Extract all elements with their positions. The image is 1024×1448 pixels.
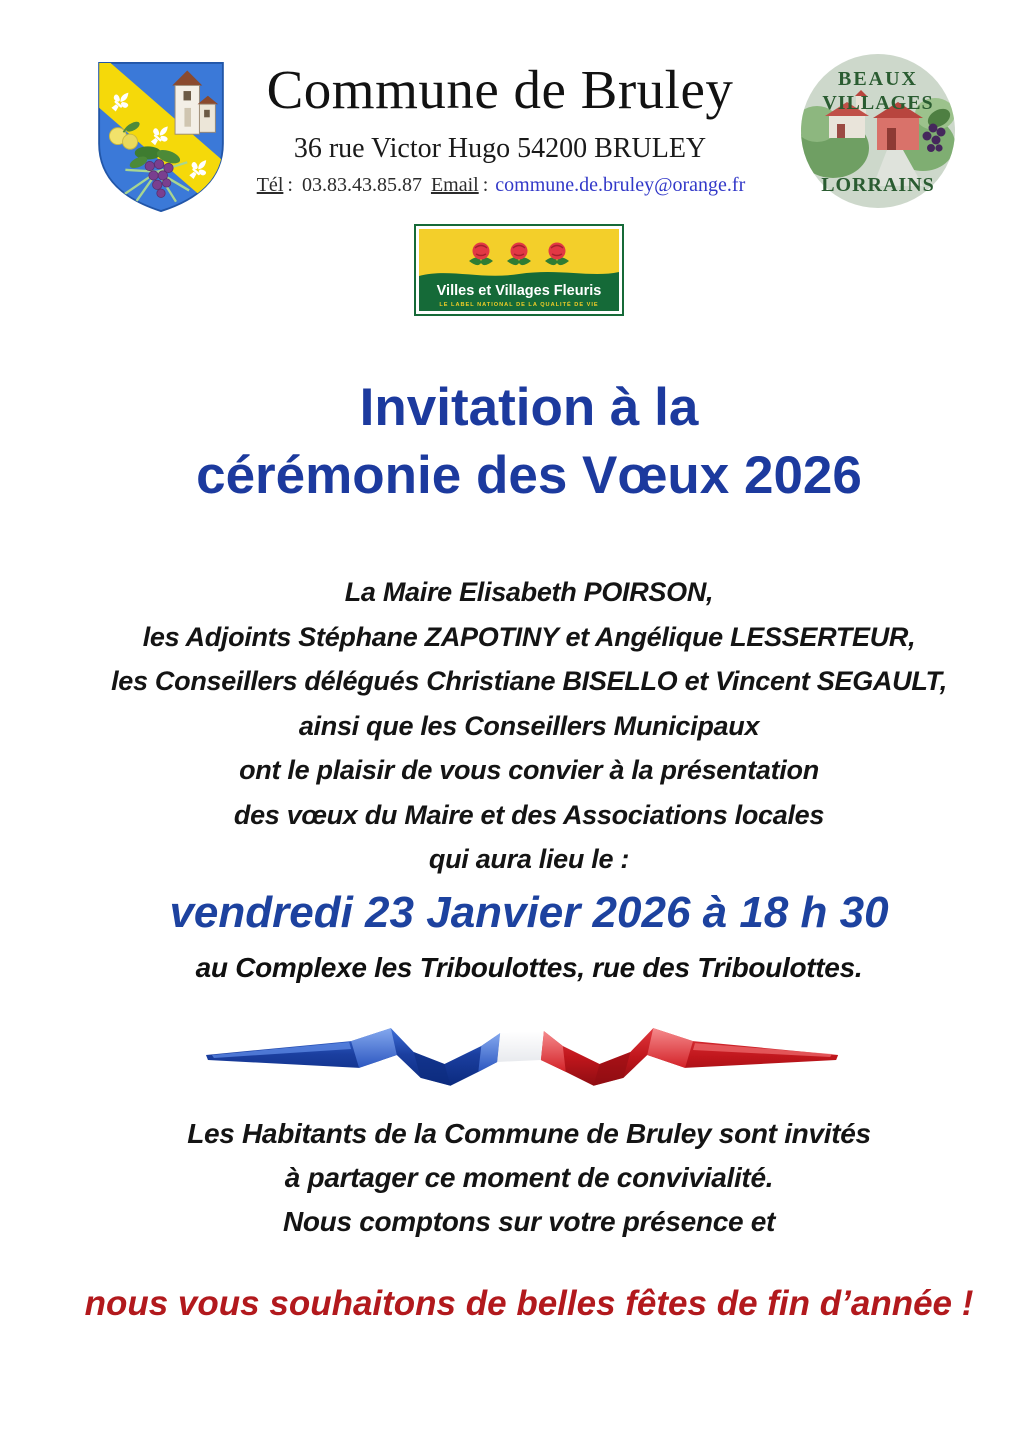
event-datetime: vendredi 23 Janvier 2026 à 18 h 30 (169, 888, 889, 937)
fleuris-sublabel: LE LABEL NATIONAL DE LA QUALITÉ DE VIE (439, 302, 599, 308)
closing-paragraph (0, 1112, 1024, 1244)
beaux-villages-word-1: BEAUX (837, 68, 918, 90)
tel-separator: : (287, 173, 293, 196)
body-line: La Maire Elisabeth POIRSON, (344, 577, 714, 607)
body-line: qui aura lieu le : (428, 844, 630, 874)
invitation-body (0, 570, 1024, 882)
commune-name: Commune de Bruley (266, 59, 734, 120)
email-link[interactable]: commune.de.bruley@orange.fr (495, 173, 746, 196)
closing-line: à partager ce moment de convivialité. (284, 1162, 774, 1193)
beaux-villages-word-2: VILLAGES (822, 92, 934, 114)
closing-line: Nous comptons sur votre présence et (282, 1206, 776, 1237)
header (215, 60, 785, 197)
closing-line: Les Habitants de la Commune de Bruley sont invités (187, 1118, 871, 1149)
beaux-villages-word-3: LORRAINS (821, 174, 935, 196)
body-line: des vœux du Maire et des Associations locales (233, 799, 825, 830)
villes-villages-fleuris-badge (414, 224, 624, 316)
fleuris-label: Villes et Villages Fleuris (436, 283, 602, 299)
coat-of-arms-icon (86, 54, 236, 220)
invitation-title (0, 374, 1024, 510)
email-label: Email (430, 173, 479, 196)
beaux-villages-lorrains-badge (799, 52, 957, 210)
french-flag-ribbon-icon (202, 1022, 858, 1088)
tel-label: Tél (256, 173, 284, 196)
commune-address: 36 rue Victor Hugo 54200 BRULEY (293, 132, 707, 164)
contact-line (215, 174, 785, 197)
coat-of-arms-graphic (86, 54, 236, 220)
body-line: ont le plaisir de vous convier à la présentation (239, 755, 819, 785)
season-wishes: nous vous souhaitons de belles fêtes de fin d’année ! (84, 1284, 974, 1323)
body-line: les Adjoints Stéphane ZAPOTINY et Angélique LESSERTEUR, (142, 621, 916, 652)
body-line: les Conseillers délégués Christiane BISELLO et Vincent SEGAULT, (111, 666, 947, 696)
title-line-1: Invitation à la (359, 378, 699, 437)
title-line-2: cérémonie des Vœux 2026 (196, 446, 862, 505)
fleuris-graphic (419, 229, 619, 311)
body-line: ainsi que les Conseillers Municipaux (298, 710, 760, 741)
email-separator: : (482, 173, 489, 196)
flag-ribbon-graphic (202, 1022, 858, 1088)
flower-icon (469, 243, 569, 266)
tel-value: 03.83.43.85.87 (301, 173, 422, 196)
event-venue: au Complexe les Triboulottes, rue des Triboulottes. (195, 952, 863, 983)
